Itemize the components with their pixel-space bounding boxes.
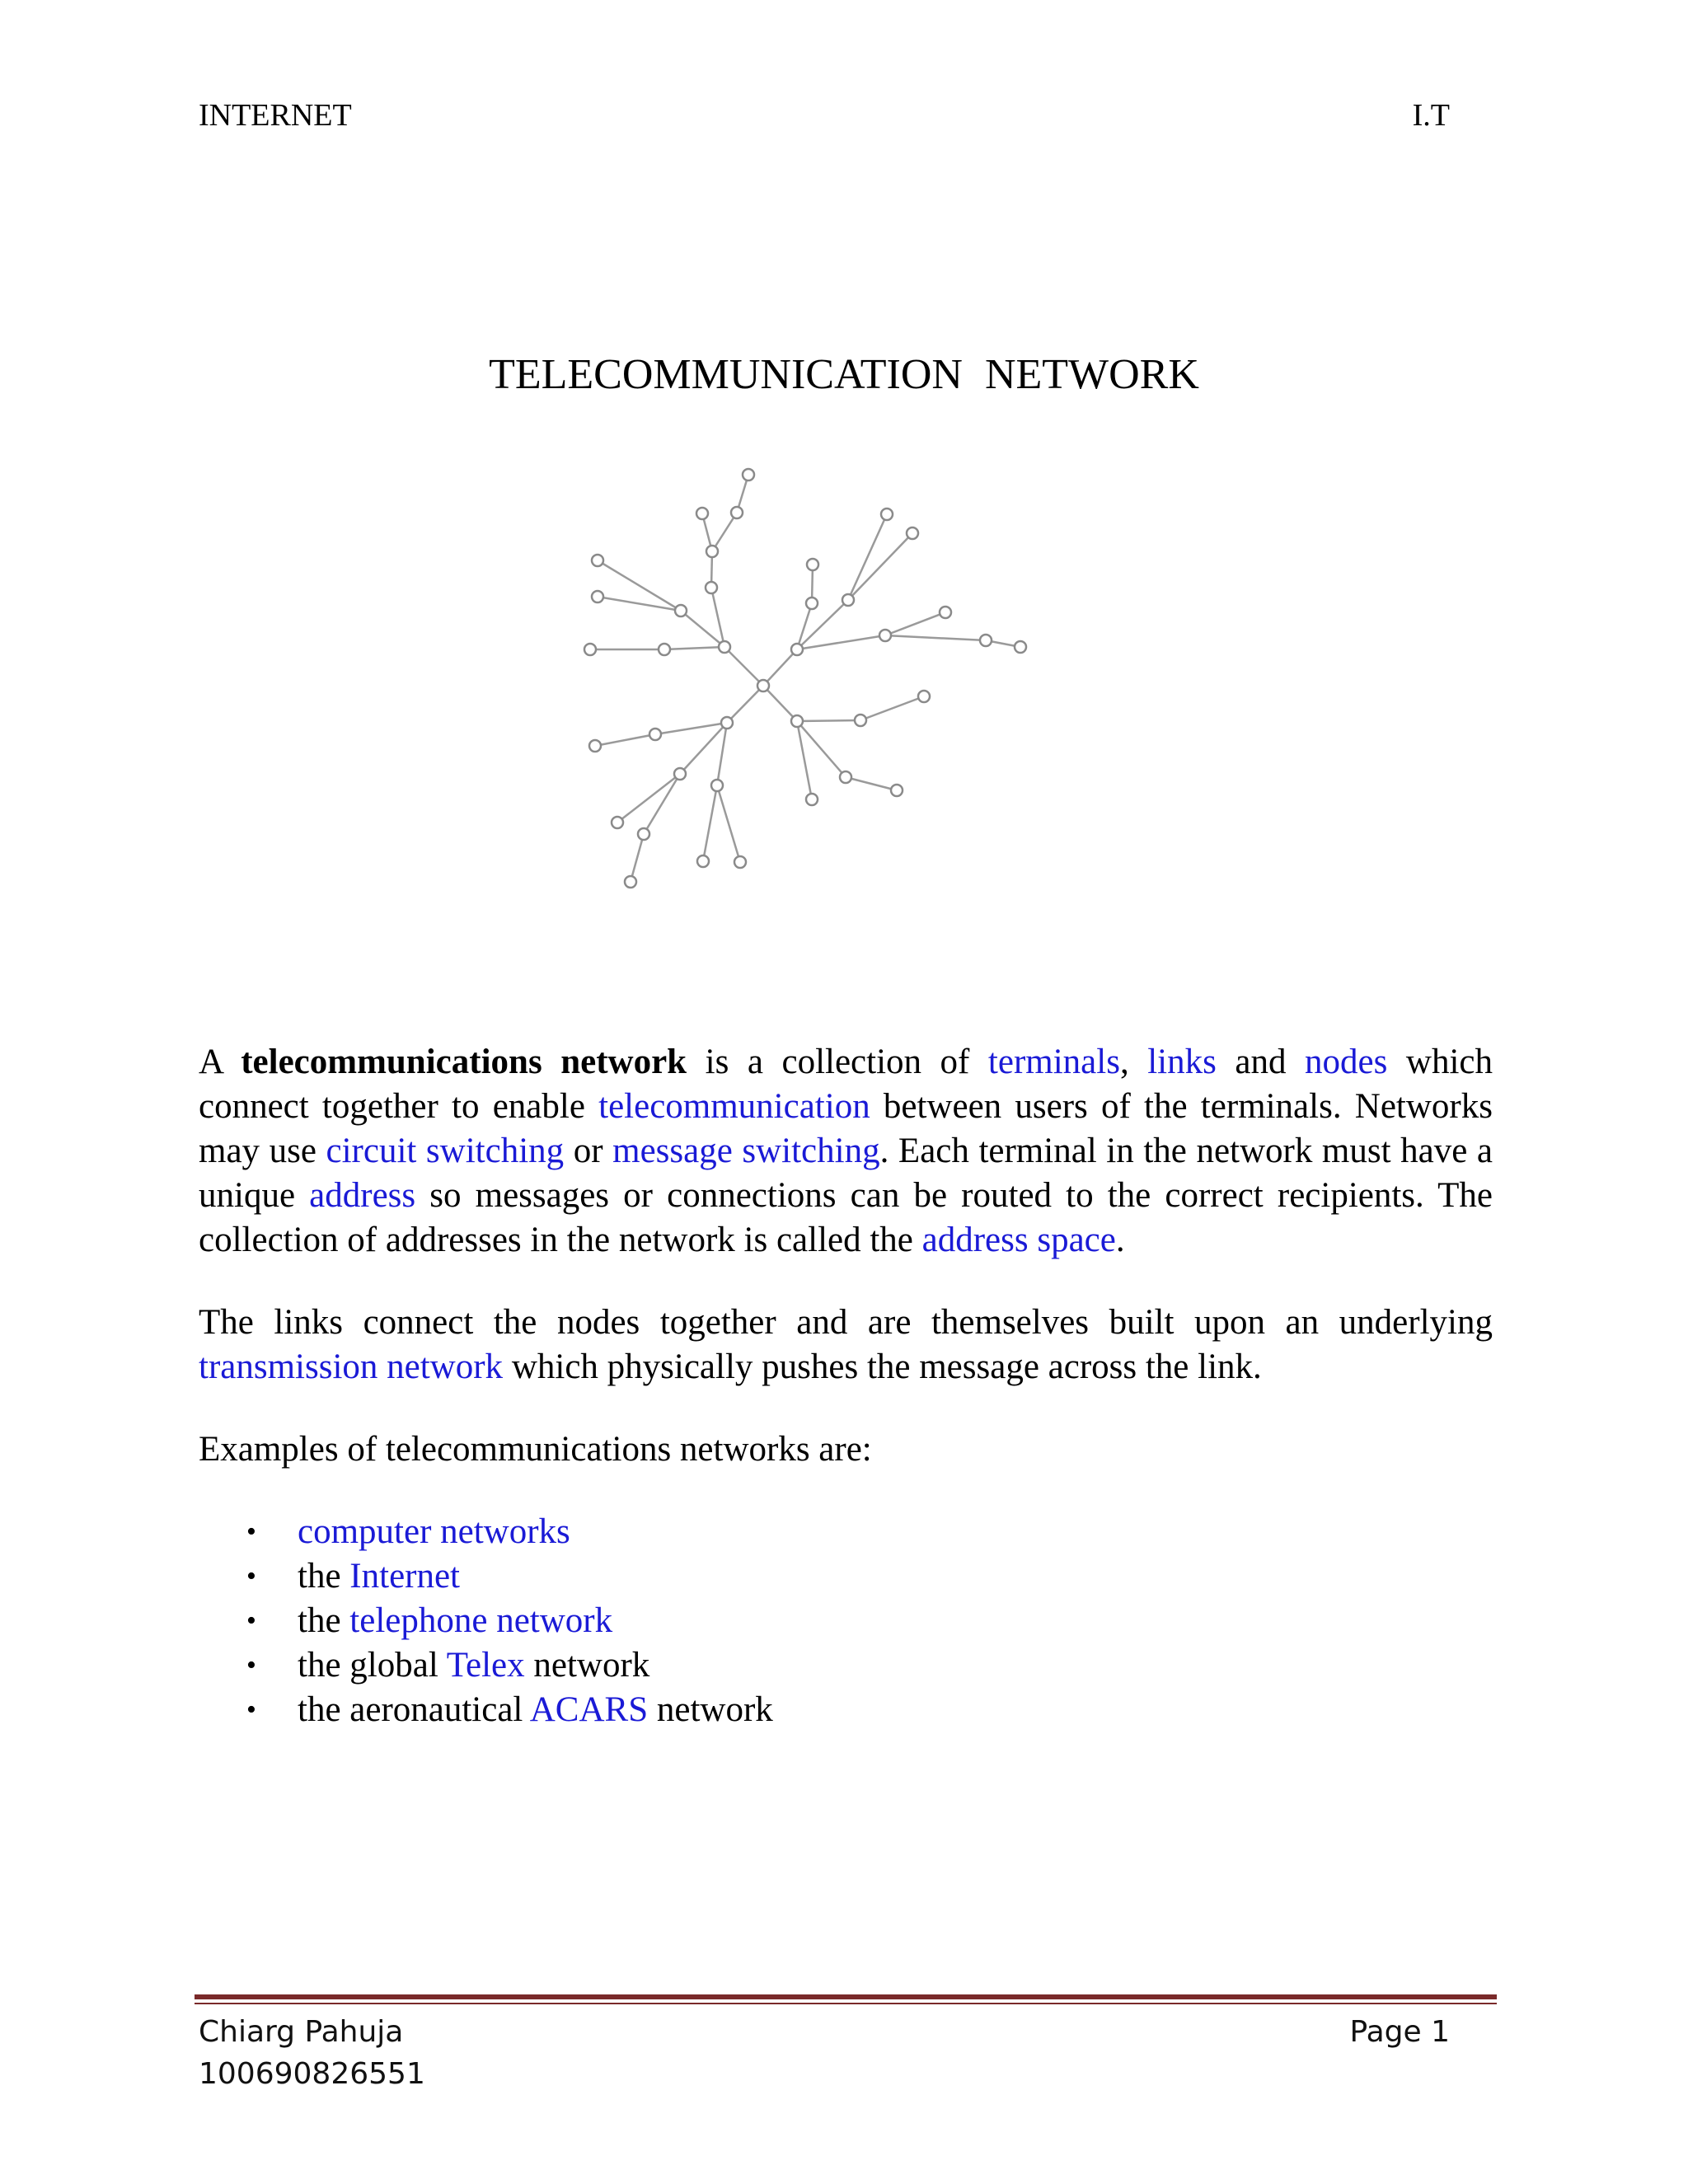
text: , [1119, 1043, 1148, 1081]
footer-page-number: Page 1 [1349, 2015, 1450, 2049]
paragraph-definition [199, 1040, 1493, 1263]
bullet-icon: • [246, 1516, 256, 1547]
text: network [648, 1690, 773, 1729]
bullet-icon: • [246, 1605, 256, 1636]
text: network [524, 1646, 650, 1685]
link-nodes[interactable]: nodes [1305, 1043, 1388, 1081]
tree-network-figure [577, 457, 1055, 919]
text: so messages or connections can be routed to the correct recipients. The collection of addresses in the network is called the [199, 1176, 1493, 1259]
link-terminals[interactable]: terminals [987, 1043, 1120, 1081]
network-nodes [584, 469, 1026, 888]
link-circuit-switching[interactable]: circuit switching [326, 1132, 565, 1170]
text: between users of the terminals. Networks may use [199, 1087, 1493, 1170]
text: A [199, 1043, 241, 1081]
link-address[interactable]: address [309, 1176, 416, 1215]
text: the [298, 1557, 350, 1596]
text: and [1216, 1043, 1306, 1081]
text: the [298, 1601, 350, 1640]
paragraph-links [199, 1301, 1493, 1390]
list-item [199, 1643, 1493, 1688]
text: . Each terminal in the network must have a unique [199, 1132, 1493, 1215]
examples-list [199, 1510, 1493, 1732]
text: or [564, 1132, 613, 1170]
header-left: INTERNET [199, 98, 352, 133]
bullet-icon: • [246, 1694, 256, 1725]
network-links [590, 475, 1020, 882]
text: which connect together to enable [199, 1043, 1493, 1126]
network-diagram [577, 457, 1055, 919]
footer-rule-thin [195, 2003, 1497, 2004]
footer-author: Chiarg Pahuja [199, 2015, 404, 2049]
text: the global [298, 1646, 447, 1685]
term-bold: telecommunications network [241, 1043, 687, 1081]
bullet-icon: • [246, 1650, 256, 1680]
text: is a collection of [687, 1043, 988, 1081]
list-item [199, 1554, 1493, 1599]
list-item [199, 1688, 1493, 1732]
link-telecommunication[interactable]: telecommunication [598, 1087, 870, 1126]
link-telex[interactable]: Telex [446, 1646, 525, 1685]
link-internet[interactable]: Internet [349, 1557, 460, 1596]
body-content [199, 1040, 1493, 1732]
header-right: I.T [1412, 98, 1450, 133]
text: The links connect the nodes together and are themselves built upon an underlying [199, 1303, 1493, 1342]
link-transmission-network[interactable]: transmission network [199, 1347, 504, 1386]
list-item [199, 1599, 1493, 1643]
link-address-space[interactable]: address space [921, 1221, 1116, 1259]
footer-rule [195, 1994, 1497, 1999]
text: . [1115, 1221, 1125, 1259]
page-title: TELECOMMUNICATION NETWORK [489, 351, 1199, 398]
link-links[interactable]: links [1147, 1043, 1217, 1081]
link-acars[interactable]: ACARS [529, 1690, 649, 1729]
link-computer-networks[interactable]: computer networks [298, 1512, 570, 1551]
bullet-icon: • [246, 1561, 256, 1591]
link-telephone-network[interactable]: telephone network [349, 1601, 613, 1640]
list-item [199, 1510, 1493, 1554]
link-message-switching[interactable]: message switching [612, 1132, 880, 1170]
paragraph-examples-intro: Examples of telecommunications networks are: [199, 1430, 872, 1469]
text: the aeronautical [298, 1690, 530, 1729]
footer-id: 100690826551 [199, 2057, 425, 2091]
text: which physically pushes the message across the link. [503, 1347, 1262, 1386]
